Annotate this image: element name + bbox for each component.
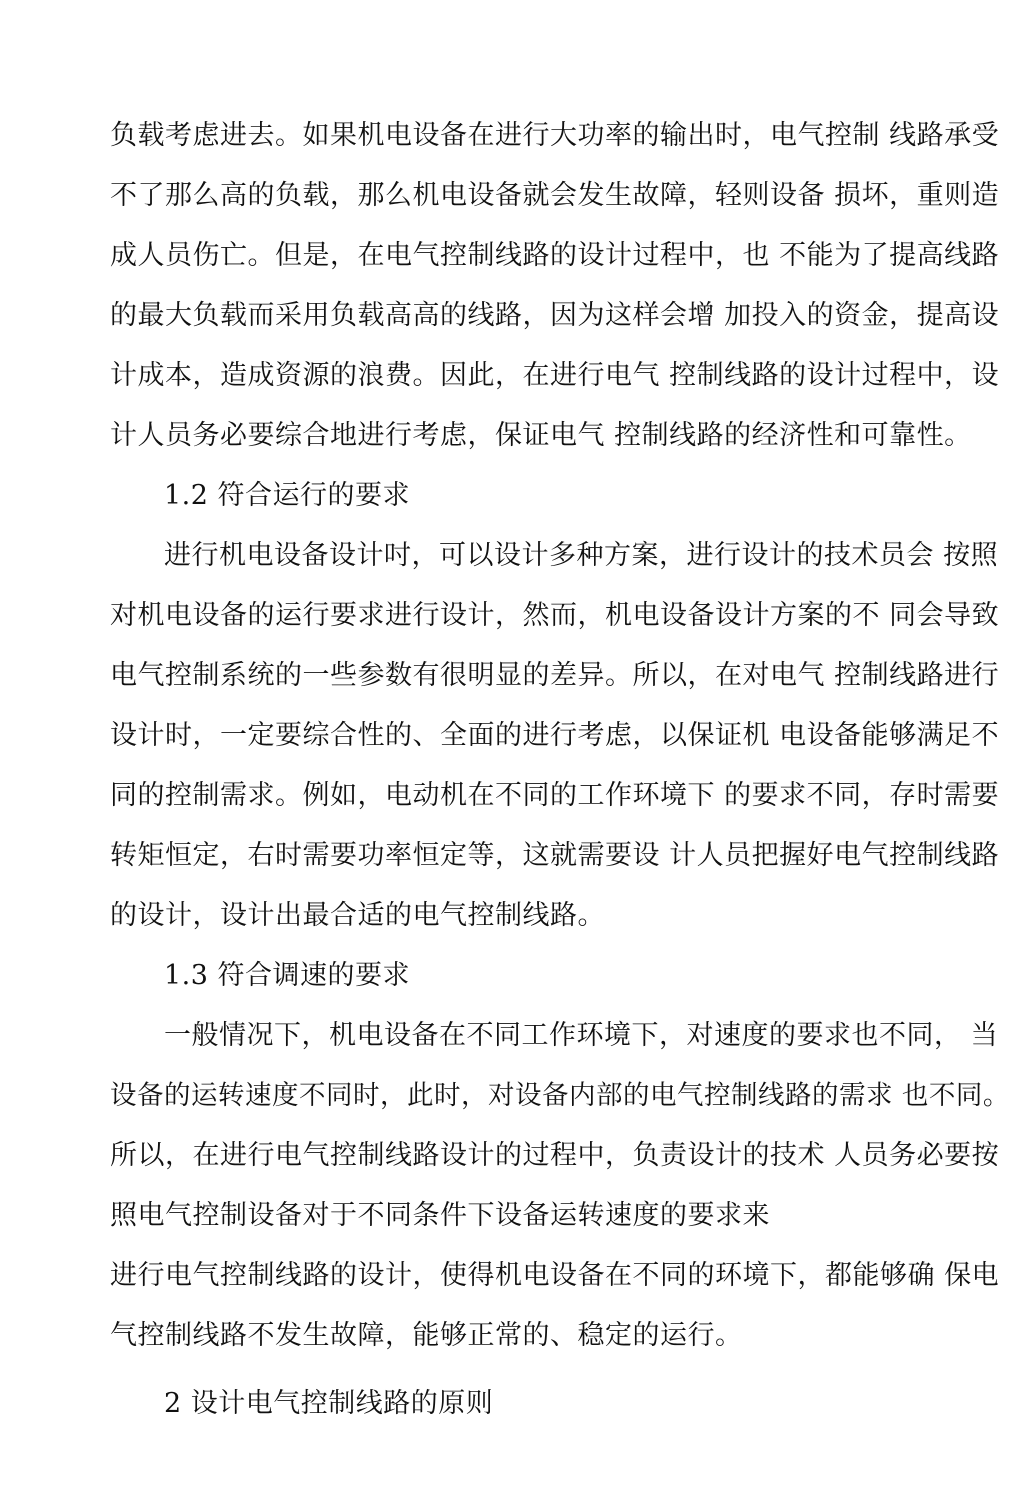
- paragraph-line: 计人员务必要综合地进行考虑，保证电气 控制线路的经济性和可靠性。: [110, 420, 972, 451]
- paragraph-line: 的设计，设计出最合适的电气控制线路。: [110, 900, 605, 931]
- paragraph-line: 进行电气控制线路的设计，使得机电设备在不同的环境下，都能够确 保电: [110, 1260, 1000, 1291]
- paragraph-line: 的最大负载而采用负载高高的线路，因为这样会增 加投入的资金，提高设: [110, 300, 1000, 331]
- paragraph-line: 计成本，造成资源的浪费。因此，在进行电气 控制线路的设计过程中，设: [110, 360, 1000, 391]
- section-heading: 1.2 符合运行的要求: [164, 480, 411, 511]
- section-heading: 2 设计电气控制线路的原则: [164, 1388, 494, 1419]
- paragraph-line: 气控制线路不发生故障，能够正常的、稳定的运行。: [110, 1320, 743, 1351]
- paragraph-line: 进行机电设备设计吋，可以设计多种方案，进行设计的技术员会 按照: [164, 540, 999, 571]
- paragraph-line: 转矩恒定，右时需要功率恒定等，这就需要设 计人员把握好电气控制线路: [110, 840, 1000, 871]
- paragraph-line: 一般情况下，机电设备在不同工作环境下，对速度的要求也不同， 当: [164, 1020, 999, 1051]
- section-heading: 1.3 符合调速的要求: [164, 960, 411, 991]
- paragraph-line: 电气控制系统的一些参数有很明显的差异。所以，在对电气 控制线路进行: [110, 660, 1000, 691]
- paragraph-line: 照电气控制设备对于不同条件下设备运转速度的要求来: [110, 1200, 770, 1231]
- paragraph-line: 负载考虑进去。如果机电设备在进行大功率的输出时，电气控制 线路承受: [110, 120, 1000, 151]
- paragraph-line: 所以，在进行电气控制线路设计的过程中，负责设计的技术 人员务必要按: [110, 1140, 1000, 1171]
- paragraph-line: 设备的运转速度不同时，此时，对设备内部的电气控制线路的需求 也不同。: [110, 1080, 1010, 1111]
- paragraph-line: 不了那么高的负载，那么机电设备就会发生故障，轻则设备 损坏，重则造: [110, 180, 1000, 211]
- paragraph-line: 对机电设备的运行要求进行设计，然而，机电设备设计方案的不 同会导致: [110, 600, 1000, 631]
- paragraph-line: 同的控制需求。例如，电动机在不同的工作环境下 的要求不同，存时需要: [110, 780, 1000, 811]
- paragraph-line: 成人员伤亡。但是，在电气控制线路的设计过程中，也 不能为了提高线路: [110, 240, 1000, 271]
- paragraph-line: 设计时，一定要综合性的、全面的进行考虑，以保证机 电设备能够满足不: [110, 720, 1000, 751]
